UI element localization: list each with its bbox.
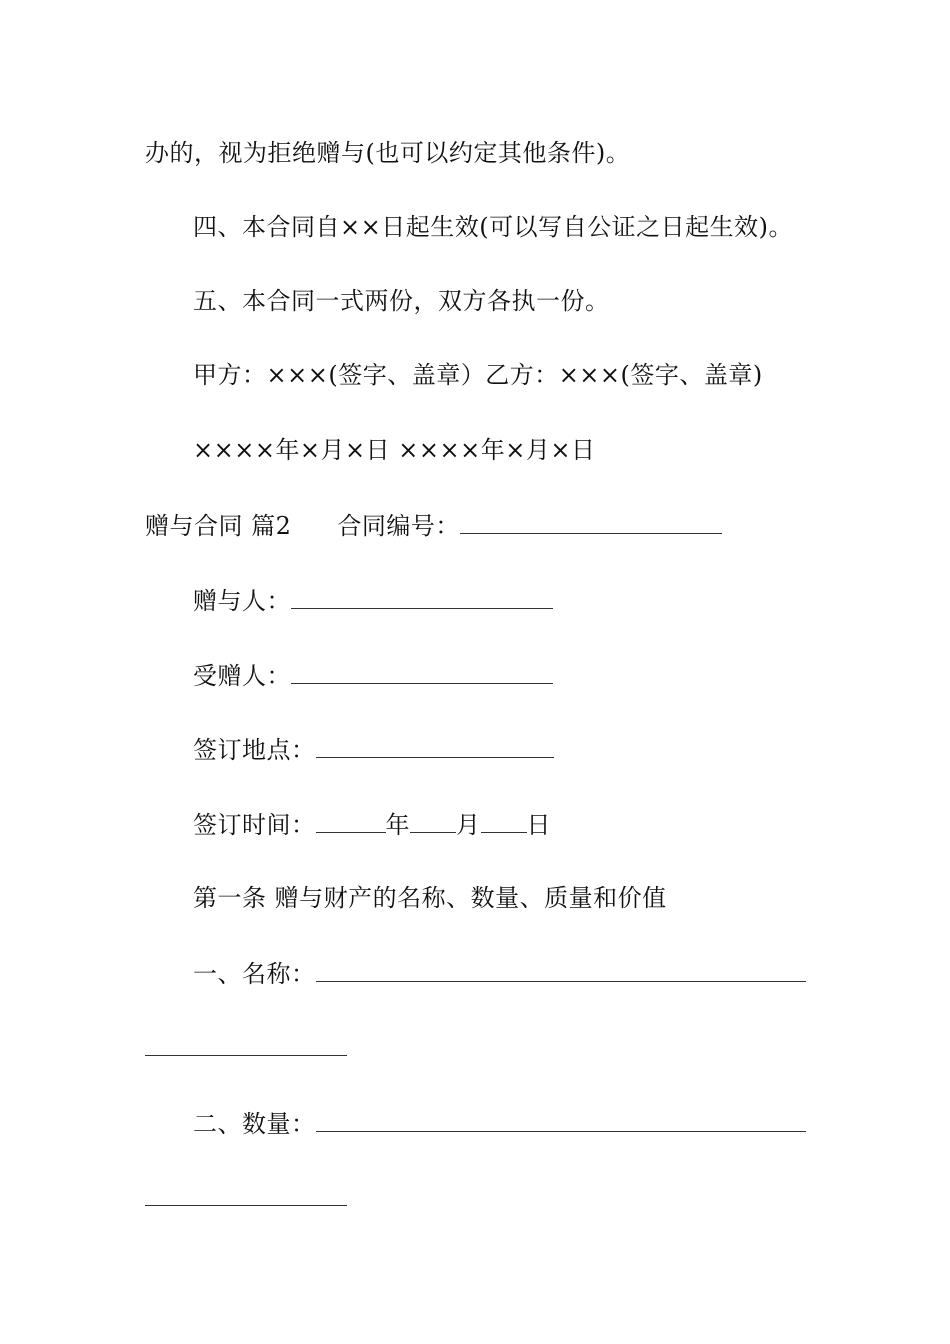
date-line: ××××年×月×日 ××××年×月×日 — [193, 436, 596, 464]
time-month-unit: 月 — [456, 811, 481, 839]
name-blank — [316, 959, 806, 982]
time-row — [193, 810, 551, 839]
quantity-label: 二、数量： — [193, 1110, 316, 1138]
donee-blank — [291, 661, 553, 684]
donor-label: 赠与人： — [193, 587, 291, 615]
month-blank — [410, 810, 456, 833]
place-blank — [316, 735, 554, 758]
quantity-row — [193, 1109, 806, 1138]
section-title: 赠与合同 篇2 — [145, 512, 292, 540]
name-label: 一、名称： — [193, 960, 316, 988]
name-continuation-blank — [145, 1055, 347, 1056]
donor-row — [193, 586, 553, 615]
time-year-unit: 年 — [385, 811, 410, 839]
quantity-continuation-blank — [145, 1205, 347, 1206]
place-row — [193, 735, 554, 764]
text-line-1: 办的，视为拒绝赠与(也可以约定其他条件)。 — [145, 139, 631, 167]
article-1-heading: 第一条 赠与财产的名称、数量、质量和价值 — [193, 884, 667, 912]
name-row — [193, 959, 806, 988]
quantity-blank — [316, 1109, 806, 1132]
text-line-2: 四、本合同自××日起生效(可以写自公证之日起生效)。 — [193, 213, 793, 241]
place-label: 签订地点： — [193, 736, 316, 764]
section-title-row — [145, 511, 722, 540]
text-line-3: 五、本合同一式两份，双方各执一份。 — [193, 287, 610, 315]
signature-line: 甲方：×××(签字、盖章）乙方：×××(签字、盖章) — [193, 361, 763, 389]
time-label: 签订时间： — [193, 811, 316, 839]
contract-no-label: 合同编号： — [337, 512, 460, 540]
year-blank — [316, 810, 386, 833]
donee-row — [193, 661, 553, 690]
time-day-unit: 日 — [526, 811, 551, 839]
day-blank — [481, 810, 527, 833]
donee-label: 受赠人： — [193, 662, 291, 690]
donor-blank — [291, 586, 553, 609]
contract-no-blank — [460, 511, 722, 534]
